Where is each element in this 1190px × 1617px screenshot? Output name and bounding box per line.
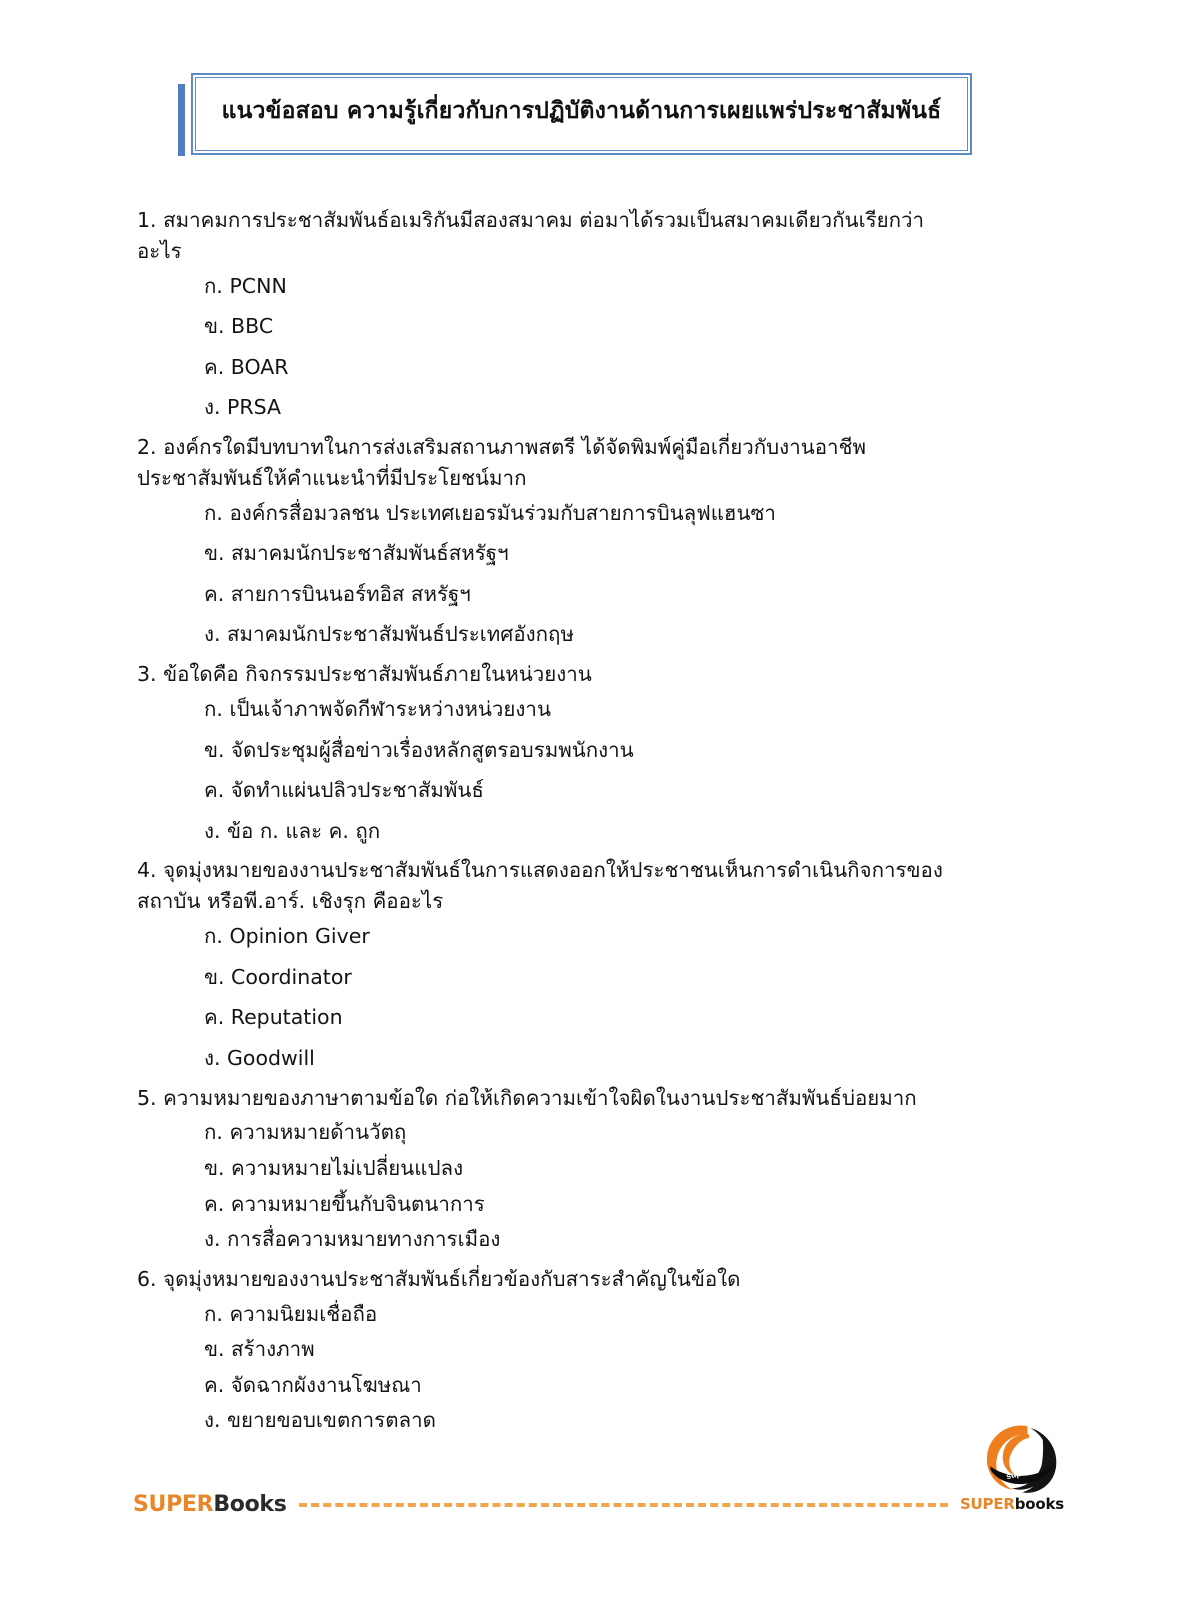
choice-1-c: ค. BOAR xyxy=(204,354,289,379)
page-footer xyxy=(0,1417,1190,1617)
choice-2-c: ค. สายการบินนอร์ทอิส สหรัฐฯ xyxy=(204,581,471,606)
choice-list-6 xyxy=(137,1301,997,1435)
choice-1-a: ก. PCNN xyxy=(204,273,287,298)
choice-4-a: ก. Opinion Giver xyxy=(204,923,370,948)
choice-list-3 xyxy=(137,696,997,845)
choice-5-b: ข. ความหมายไม่เปลี่ยนแปลง xyxy=(204,1155,464,1180)
choice-4-d: ง. Goodwill xyxy=(204,1045,315,1070)
question-stem-5: 5. ความหมายของภาษาตามข้อใด ก่อให้เกิดความเข้าใจผิดในงานประชาสัมพันธ์บ่อยมาก xyxy=(137,1085,917,1110)
title-box xyxy=(191,73,972,155)
footer-brand-right xyxy=(960,1495,1064,1513)
question-stem-6: 6. จุดมุ่งหมายของงานประชาสัมพันธ์เกี่ยวข้องกับสาระสำคัญในข้อใด xyxy=(137,1266,741,1291)
choice-6-b: ข. สร้างภาพ xyxy=(204,1337,315,1362)
footer-divider xyxy=(299,1503,948,1507)
questions-container xyxy=(137,205,997,1445)
choice-3-b: ข. จัดประชุมผู้สื่อข่าวเรื่องหลักสูตรอบรมพนักงาน xyxy=(204,737,634,762)
choice-2-a: ก. องค์กรสื่อมวลชน ประเทศเยอรมันร่วมกับสายการบินลุฟแฮนซา xyxy=(204,500,776,525)
choice-6-a: ก. ความนิยมเชื่อถือ xyxy=(204,1301,378,1326)
footer-brand-right-primary: SUPER xyxy=(959,1495,1015,1513)
choice-5-a: ก. ความหมายด้านวัตถุ xyxy=(204,1120,407,1145)
question-block-3 xyxy=(137,659,997,844)
footer-brand-left-primary: SUPER xyxy=(133,1491,214,1517)
choice-list-2 xyxy=(137,500,997,649)
question-stem-1: 1. สมาคมการประชาสัมพันธ์อเมริกันมีสองสมาคม ต่อมาได้รวมเป็นสมาคมเดียวกันเรียกว่าอะไร xyxy=(137,208,925,263)
choice-2-b: ข. สมาคมนักประชาสัมพันธ์สหรัฐฯ xyxy=(204,541,509,566)
choice-3-c: ค. จัดทำแผ่นปลิวประชาสัมพันธ์ xyxy=(204,778,484,803)
footer-brand-left-secondary: Books xyxy=(213,1491,287,1517)
choice-6-d: ง. ขยายขอบเขตการตลาด xyxy=(204,1408,436,1433)
question-stem-4: 4. จุดมุ่งหมายของงานประชาสัมพันธ์ในการแสดงออกให้ประชาชนเห็นการดำเนินกิจการของสถาบัน หรือพี.อาร์. เชิงรุก คืออะไร xyxy=(137,858,943,914)
question-block-2 xyxy=(137,432,997,648)
question-block-5 xyxy=(137,1083,997,1253)
choice-3-d: ง. ข้อ ก. และ ค. ถูก xyxy=(204,818,381,843)
choice-list-1 xyxy=(137,273,997,422)
page-title: แนวข้อสอบ ความรู้เกี่ยวกับการปฏิบัติงานด้านการเผยแพร่ประชาสัมพันธ์ xyxy=(221,98,942,125)
footer-brand-left xyxy=(133,1492,287,1517)
choice-1-b: ข. BBC xyxy=(204,314,274,339)
choice-5-c: ค. ความหมายขึ้นกับจินตนาการ xyxy=(204,1191,485,1216)
footer-brand-right-secondary: books xyxy=(1014,1495,1064,1513)
choice-4-b: ข. Coordinator xyxy=(204,964,352,989)
choice-1-d: ง. PRSA xyxy=(204,395,282,420)
choice-list-4 xyxy=(137,923,997,1072)
choice-4-c: ค. Reputation xyxy=(204,1005,343,1030)
title-banner xyxy=(0,66,1190,162)
choice-2-d: ง. สมาคมนักประชาสัมพันธ์ประเทศอังกฤษ xyxy=(204,622,574,647)
choice-3-a: ก. เป็นเจ้าภาพจัดกีฬาระหว่างหน่วยงาน xyxy=(204,696,551,721)
choice-6-c: ค. จัดฉากผังงานโฆษณา xyxy=(204,1372,422,1397)
question-block-6 xyxy=(137,1264,997,1434)
choice-list-5 xyxy=(137,1119,997,1253)
question-block-4 xyxy=(137,855,997,1071)
title-accent-bar xyxy=(178,84,185,156)
superbooks-logo-icon xyxy=(976,1421,1062,1495)
question-block-1 xyxy=(137,205,997,421)
footer-brand-row xyxy=(133,1487,1064,1521)
question-stem-2: 2. องค์กรใดมีบทบาทในการส่งเสริมสถานภาพสตรี ได้จัดพิมพ์คู่มือเกี่ยวกับงานอาชีพประชาสัมพันธ์ให้คำแนะนำที่มีประโยชน์มาก xyxy=(137,435,866,490)
svg-text:super: super xyxy=(1005,1465,1030,1482)
question-stem-3: 3. ข้อใดคือ กิจกรรมประชาสัมพันธ์ภายในหน่วยงาน xyxy=(137,662,592,687)
choice-5-d: ง. การสื่อความหมายทางการเมือง xyxy=(204,1227,501,1252)
